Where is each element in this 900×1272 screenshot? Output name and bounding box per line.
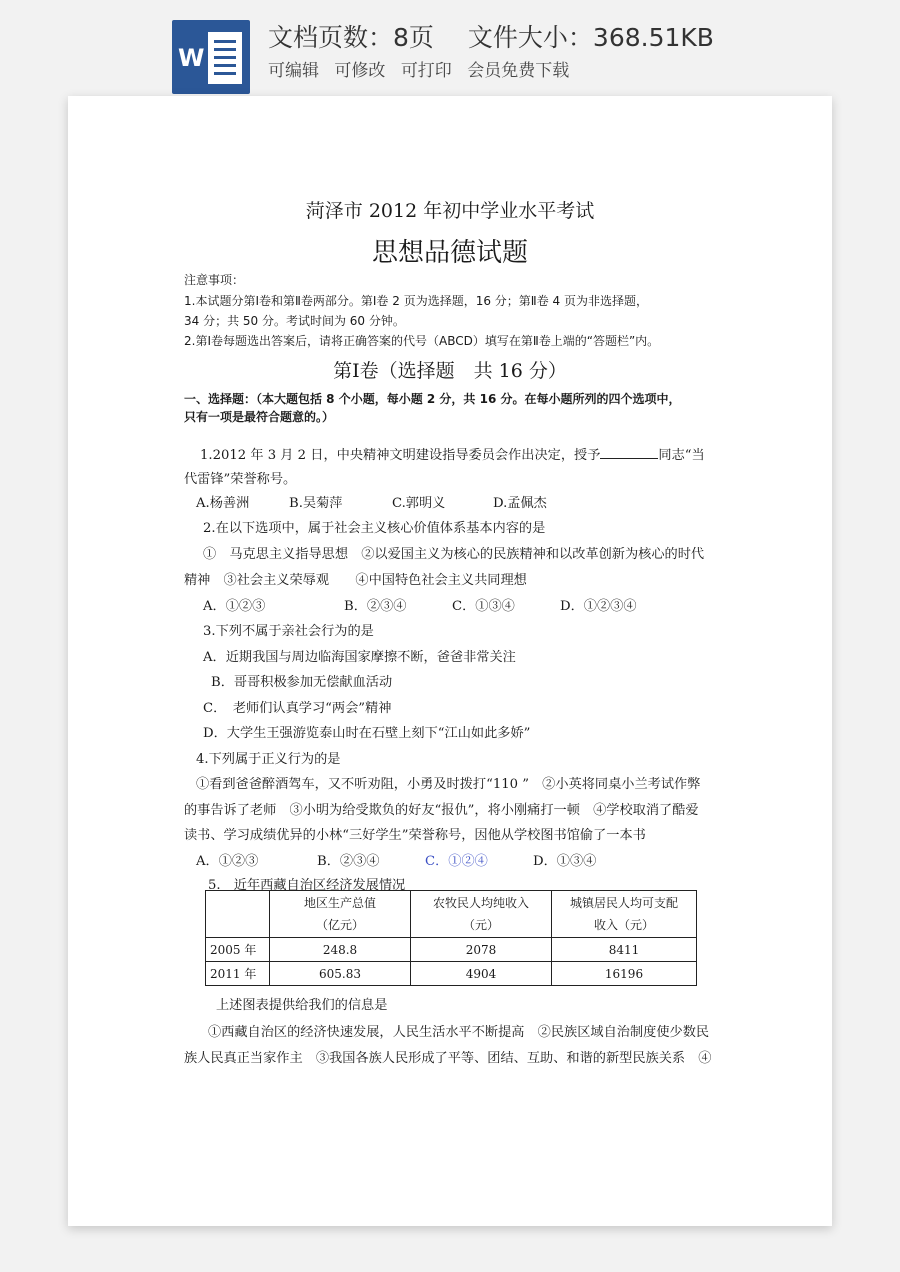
file-size: 文件大小：368.51KB — [467, 23, 714, 52]
notes-heading: 注意事项： — [184, 273, 245, 287]
table-header-row — [206, 891, 697, 938]
question-4: 4.下列属于正义行为的是 — [196, 752, 341, 767]
q3-option-b: B．哥哥积极参加无偿献血活动 — [211, 675, 393, 690]
table-cell: 8411 — [552, 938, 697, 962]
feature-item: 可修改 — [334, 61, 386, 81]
table-header-cell: 地区生产总值 （亿元） — [270, 891, 411, 938]
q3-option-d: D．大学生王强游览泰山时在石壁上刻下“江山如此多娇” — [203, 726, 531, 741]
table-row — [206, 938, 697, 962]
feature-list — [268, 56, 579, 81]
instruction-line: 只有一项是最符合题意的。） — [184, 410, 335, 424]
q4-option-b: B．②③④ — [317, 854, 380, 869]
table-cell: 605.83 — [270, 962, 411, 986]
question-2: 2.在以下选项中，属于社会主义核心价值体系基本内容的是 — [203, 521, 546, 536]
q2-option-a: A．①②③ — [203, 599, 266, 614]
question-2-line: 精神 ③社会主义荣辱观 ④中国特色社会主义共同理想 — [184, 573, 527, 588]
banner — [0, 0, 900, 96]
table-header-cell: 城镇居民人均可支配 收入（元） — [552, 891, 697, 938]
table-cell-year: 2005 年 — [206, 938, 270, 962]
question-5-line: 族人民真正当家作主 ③我国各族人民形成了平等、团结、互助、和谐的新型民族关系 ④ — [184, 1051, 712, 1066]
q2-option-b: B．②③④ — [344, 599, 407, 614]
question-4-line: 的事告诉了老师 ③小明为给受欺负的好友“报仇”，将小刚痛打一顿 ④学校取消了酷爱 — [184, 803, 699, 818]
question-1: 1.2012 年 3 月 2 日，中央精神文明建设指导委员会作出决定，授予 同志“当 — [200, 448, 705, 463]
word-document-icon: W — [172, 20, 250, 94]
feature-item: 可打印 — [400, 61, 452, 81]
q3-option-c: C． 老师们认真学习“两会”精神 — [203, 701, 392, 716]
section-title: 第Ⅰ卷（选择题 共 16 分） — [333, 360, 567, 382]
economy-table — [205, 890, 697, 986]
q3-option-a: A．近期我国与周边临海国家摩擦不断，爸爸非常关注 — [203, 650, 516, 665]
question-4-line: 读书、学习成绩优异的小林“三好学生”荣誉称号，因他从学校图书馆偷了一本书 — [184, 828, 646, 843]
subject-title: 思想品德试题 — [371, 238, 528, 268]
question-2-line: ① 马克思主义指导思想 ②以爱国主义为核心的民族精神和以改革创新为核心的时代 — [203, 547, 705, 562]
question-5-ask: 上述图表提供给我们的信息是 — [216, 998, 388, 1013]
q1-option-b: B.吴菊萍 — [289, 496, 343, 511]
q4-option-a: A．①②③ — [196, 854, 259, 869]
q1-option-a: A.杨善洲 — [196, 496, 250, 511]
table-cell-year: 2011 年 — [206, 962, 270, 986]
q4-option-d: D．①③④ — [533, 854, 597, 869]
note-line: 34 分；共 50 分。考试时间为 60 分钟。 — [184, 314, 405, 328]
q1-option-c: C.郭明义 — [392, 496, 446, 511]
table-corner-cell — [206, 891, 270, 938]
note-line: 1.本试题分第Ⅰ卷和第Ⅱ卷两部分。第Ⅰ卷 2 页为选择题，16 分；第Ⅱ卷 4 页为非选择题， — [184, 294, 648, 308]
answer-blank — [600, 446, 658, 459]
table-cell: 2078 — [411, 938, 552, 962]
question-5: 5. 近年西藏自治区经济发展情况 — [208, 878, 406, 893]
table-cell: 248.8 — [270, 938, 411, 962]
q4-option-c: C．①②④ — [425, 854, 488, 869]
table-cell: 16196 — [552, 962, 697, 986]
table-row — [206, 962, 697, 986]
feature-item: 可编辑 — [268, 61, 319, 81]
instruction-line: 一、选择题：（本大题包括 8 个小题，每小题 2 分，共 16 分。在每小题所列的四个选项中， — [184, 392, 681, 406]
question-5-line: ①西藏自治区的经济快速发展，人民生活水平不断提高 ②民族区域自治制度使少数民 — [208, 1025, 710, 1040]
exam-title: 菏泽市 2012 年初中学业水平考试 — [305, 200, 595, 222]
q2-option-d: D．①②③④ — [560, 599, 637, 614]
banner-title — [268, 18, 748, 54]
page-count: 文档页数：8页 — [268, 23, 434, 52]
feature-item: 会员免费下载 — [467, 61, 570, 81]
q2-option-c: C．①③④ — [452, 599, 515, 614]
question-4-line: ①看到爸爸醉酒驾车，又不听劝阻，小勇及时拨打“110 ” ②小英将同桌小兰考试作弊 — [196, 777, 701, 792]
q1-option-d: D.孟佩杰 — [493, 496, 547, 511]
question-3: 3.下列不属于亲社会行为的是 — [203, 624, 374, 639]
question-1-line2: 代雷锋”荣誉称号。 — [184, 472, 297, 487]
note-line: 2.第Ⅰ卷每题选出答案后，请将正确答案的代号（ABCD）填写在第Ⅱ卷上端的“答题栏”内。 — [184, 334, 660, 348]
table-cell: 4904 — [411, 962, 552, 986]
table-header-cell: 农牧民人均纯收入 （元） — [411, 891, 552, 938]
document-page — [68, 96, 832, 1226]
